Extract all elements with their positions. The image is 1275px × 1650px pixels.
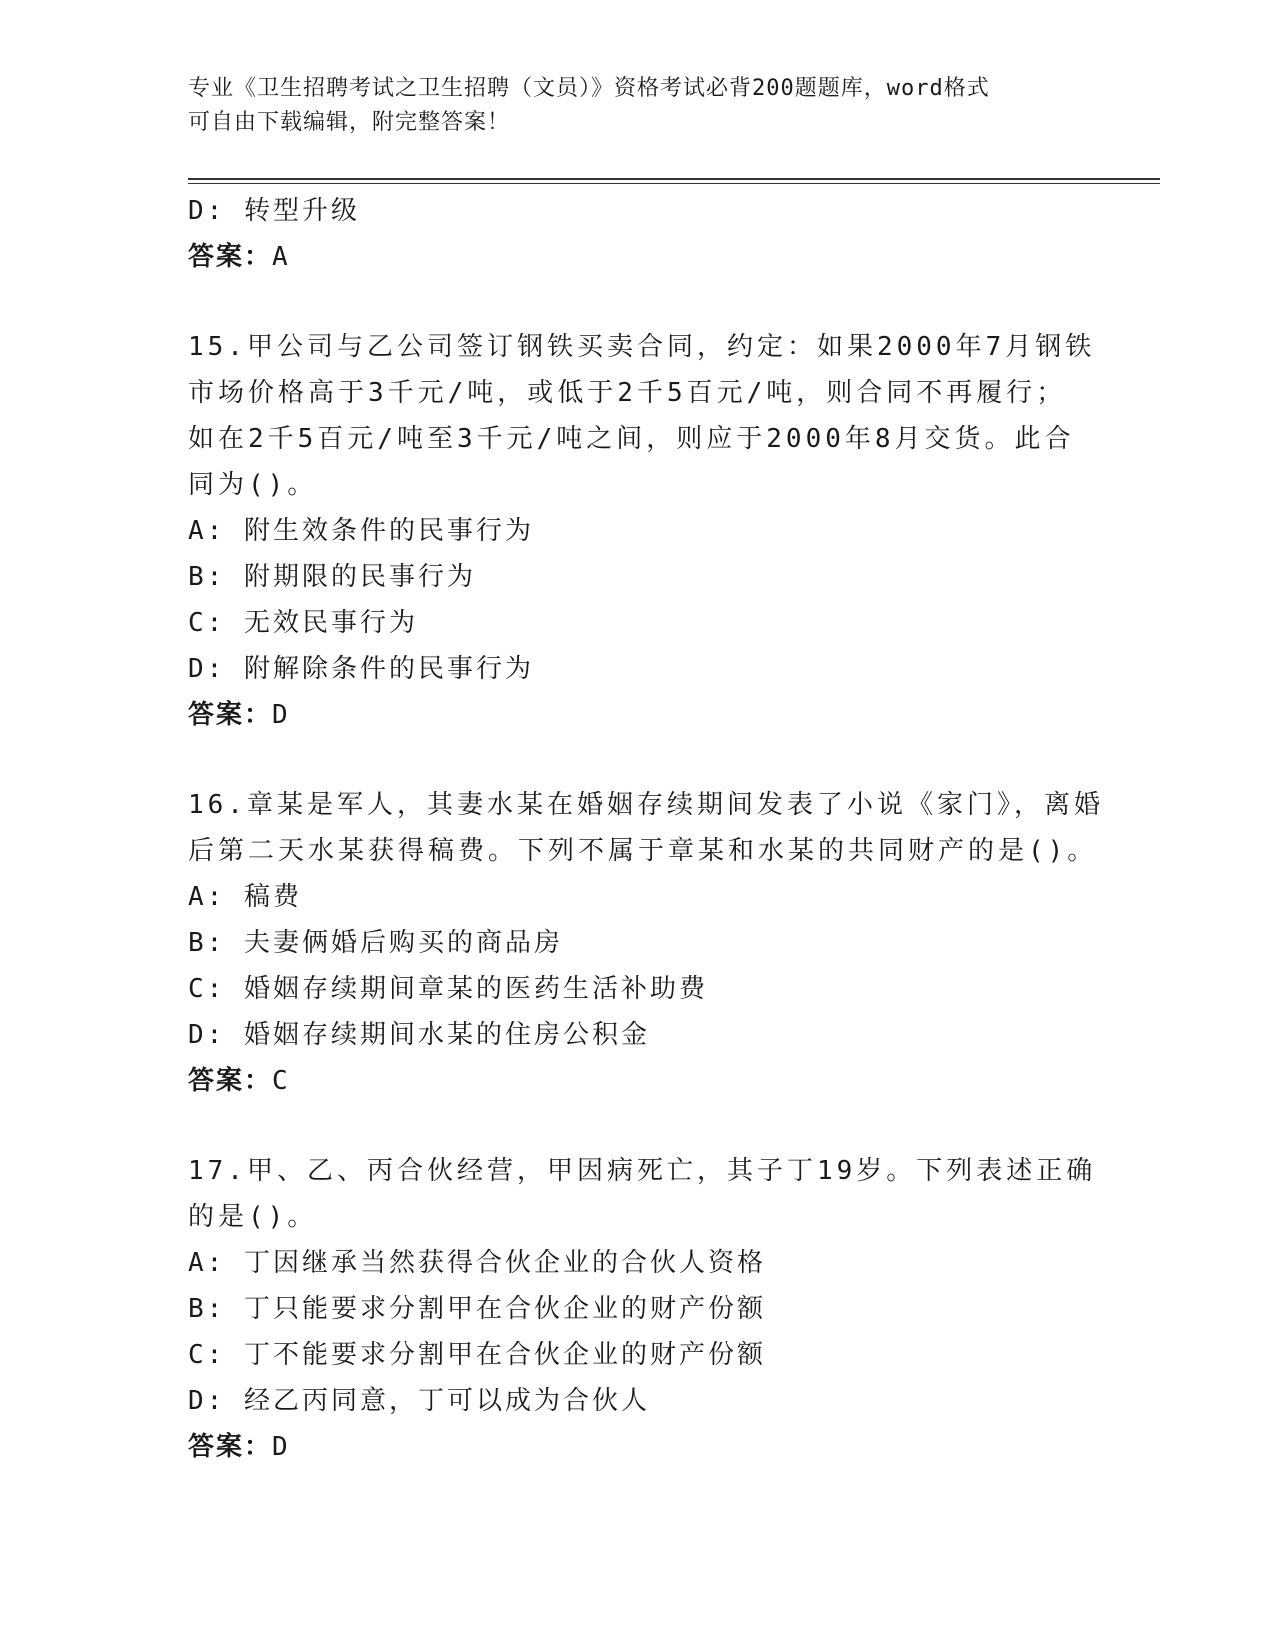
stem-line: 15.甲公司与乙公司签订钢铁买卖合同，约定：如果2000年7月钢铁: [188, 332, 1096, 362]
question-stem: [188, 1148, 1097, 1240]
option-d: D: 转型升级: [188, 196, 360, 226]
previous-question-tail: [188, 188, 1088, 280]
stem-line: 如在2千5百元/吨至3千元/吨之间，则应于2000年8月交货。此合: [188, 424, 1075, 454]
stem-line: 后第二天水某获得稿费。下列不属于章某和水某的共同财产的是()。: [188, 836, 1098, 866]
question-15: [188, 324, 1096, 738]
header-divider-thick: [188, 178, 1160, 180]
question-stem: [188, 782, 1104, 874]
answer-label: 答案：: [188, 242, 273, 272]
option-b: B: 丁只能要求分割甲在合伙企业的财产份额: [188, 1294, 766, 1324]
answer-line: [188, 1424, 1088, 1470]
question-content: [188, 188, 1104, 1470]
header-line-2: 可自由下载编辑，附完整答案！: [188, 110, 511, 135]
answer-value: D: [272, 700, 290, 730]
page-header: [188, 72, 1068, 140]
answer-label: 答案：: [188, 1066, 273, 1096]
answer-value: A: [272, 242, 290, 272]
option-b: B: 附期限的民事行为: [188, 562, 476, 592]
answer-line: [188, 692, 1088, 738]
header-line-1: 专业《卫生招聘考试之卫生招聘（文员）》资格考试必背200题题库，word格式: [188, 76, 990, 101]
answer-line: [188, 1058, 1088, 1104]
answer-line: [188, 234, 1088, 280]
option-a: A: 稿费: [188, 882, 302, 912]
header-divider-thin: [188, 183, 1160, 184]
stem-line: 同为()。: [188, 470, 318, 500]
option-d: D: 附解除条件的民事行为: [188, 654, 534, 684]
option-b: B: 夫妻俩婚后购买的商品房: [188, 928, 563, 958]
stem-line: 市场价格高于3千元/吨，或低于2千5百元/吨，则合同不再履行；: [188, 378, 1067, 408]
option-d: D: 经乙丙同意，丁可以成为合伙人: [188, 1386, 650, 1416]
option-c: C: 婚姻存续期间章某的医药生活补助费: [188, 974, 708, 1004]
answer-value: D: [272, 1432, 290, 1462]
option-a: A: 附生效条件的民事行为: [188, 516, 534, 546]
answer-label: 答案：: [188, 700, 273, 730]
answer-label: 答案：: [188, 1432, 273, 1462]
option-c: C: 无效民事行为: [188, 608, 418, 638]
stem-line: 16.章某是军人，其妻水某在婚姻存续期间发表了小说《家门》，离婚: [188, 790, 1104, 820]
question-16: [188, 782, 1104, 1104]
option-a: A: 丁因继承当然获得合伙企业的合伙人资格: [188, 1248, 766, 1278]
question-stem: [188, 324, 1096, 508]
answer-value: C: [272, 1066, 290, 1096]
stem-line: 的是()。: [188, 1202, 318, 1232]
option-d: D: 婚姻存续期间水某的住房公积金: [188, 1020, 650, 1050]
option-c: C: 丁不能要求分割甲在合伙企业的财产份额: [188, 1340, 766, 1370]
question-17: [188, 1148, 1097, 1470]
stem-line: 17.甲、乙、丙合伙经营，甲因病死亡，其子丁19岁。下列表述正确: [188, 1156, 1097, 1186]
